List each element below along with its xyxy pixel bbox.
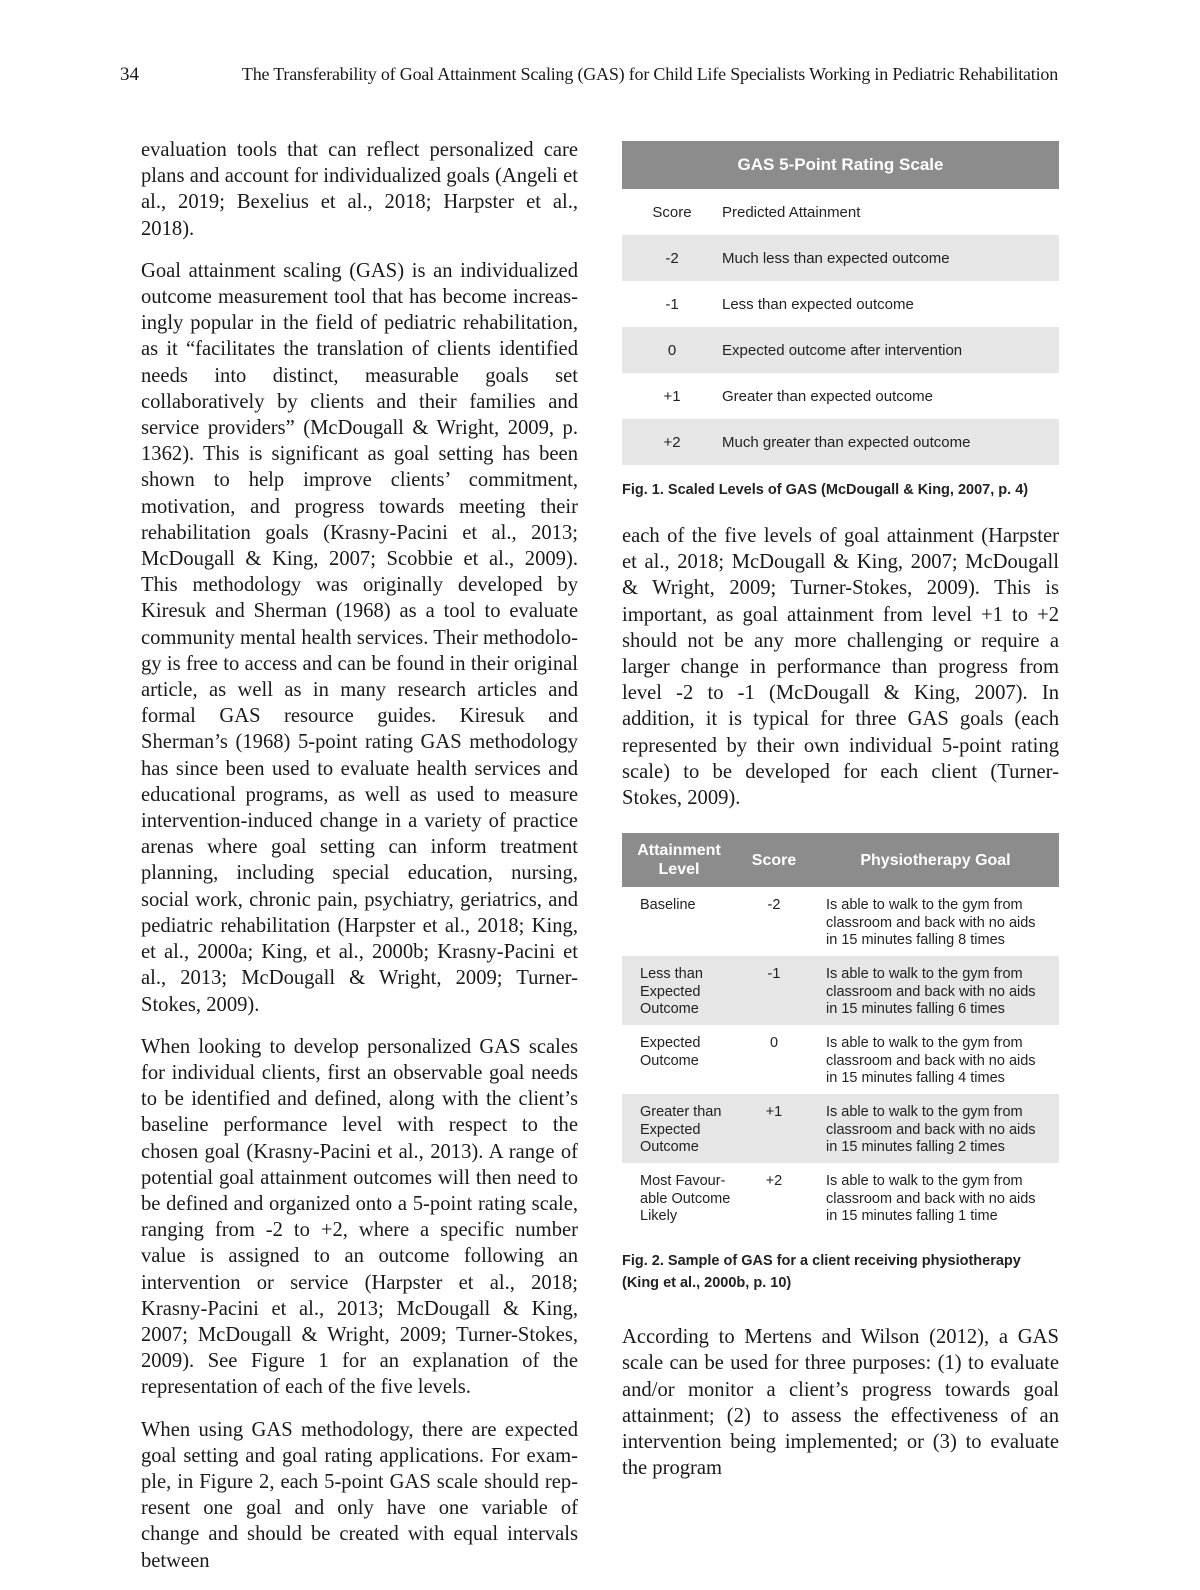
level-cell [622, 1094, 736, 1163]
table-row [622, 1094, 1059, 1163]
goal-line: in 15 minutes falling 6 times [826, 1001, 1005, 1018]
attainment-cell: Much less than expected outcome [722, 235, 1059, 281]
level-line: Expected [640, 1121, 701, 1138]
goal-cell [812, 956, 1059, 1025]
paragraph: each of the five levels of goal attainment (Harpster et al., 2018; McDougall & King, 2007; McDougall & Wright, 2009; Turner-Stokes, 2009). This is important, as goal attainment from level +1 to +2 should not be any more challenging or require a larger change in performance than progress from level -2 to -1 (McDougall & King, 2007). In addition, it is typical for three GAS goals (each represented by their own individual 5-point rating scale) to be developed for each client (Turner-Stokes, 2009). [622, 525, 1059, 810]
page-number: 34 [120, 64, 139, 85]
goal-line: in 15 minutes falling 1 time [826, 1208, 998, 1225]
paragraph: Goal attainment scaling (GAS) is an individualized outcome measurement tool that has become increasingly popular in the field of pediatric rehabilitation, as it “facilitates the translation of clients identified needs into distinct, measurable goals set collaboratively by clients and their families and service providers” (McDougall & Wright, 2009, p. 1362). This is significant as goal setting has been shown to help improve clients’ commitment, motivation, and progress towards meeting their rehabilitation goals (Krasny-Pacini et al., 2013; McDougall & King, 2007; Scobbie et al., 2009). This methodology was originally developed by Kiresuk and Sherman (1968) as a tool to evaluate community mental health services. Their methodology is free to access and can be found in their original article, as well as in many research articles and formal GAS resource guides. Kiresuk and Sherman’s (1968) 5-point rating GAS methodology has since been used to evaluate health services and educational programs, as well as used to measure intervention-induced change in a variety of practice arenas where goal setting can inform treatment planning, including special education, nursing, social work, chronic pain, psychiatry, geriatrics, and pediatric rehabilitation (Harpster et al., 2018; King, et al., 2000a; King, et al., 2000b; Krasny-Pacini et al., 2013; McDougall & Wright, 2009; Turner-Stokes, 2009). [141, 259, 578, 1016]
running-title: The Transferability of Goal Attainment Scaling (GAS) for Child Life Specialists Working in Pediatric Rehabilitation [241, 64, 1058, 84]
level-line: able Outcome [640, 1190, 731, 1207]
table-row [622, 419, 1059, 465]
level-cell [622, 956, 736, 1025]
score-header: Score [736, 833, 812, 887]
score-header: Score [652, 203, 692, 221]
level-line: Likely [640, 1208, 678, 1225]
score-cell: -2 [767, 897, 781, 914]
figure-1-table [622, 141, 1059, 465]
left-column [141, 137, 578, 1590]
goal-cell [812, 1094, 1059, 1163]
level-line: Expected [640, 983, 701, 1000]
attainment-cell: Greater than expected outcome [722, 387, 933, 405]
attainment-cell: Expected outcome after intervention [722, 327, 1059, 373]
figure-2-table [622, 833, 1059, 1232]
table-row [622, 1025, 1059, 1094]
score-cell: -1 [736, 956, 812, 1025]
level-cell [622, 1163, 736, 1232]
paragraph: When using GAS methodology, there are expected goal setting and goal rating applications. For example, in Figure 2, each 5-point GAS scale should represent one goal and only have one variable of change and should be created with equal intervals between [141, 1418, 578, 1572]
score-cell: +2 [765, 1173, 783, 1190]
table-row [622, 281, 1059, 327]
figure-2-caption-line: Fig. 2. Sample of GAS for a client receiving physiotherapy [622, 1253, 1021, 1270]
level-line: Baseline [640, 897, 696, 914]
level-line: Most Favour- [640, 1173, 726, 1190]
goal-line: classroom and back with no aids [826, 914, 1036, 931]
table-row [622, 1163, 1059, 1232]
figure-1-caption: Fig. 1. Scaled Levels of GAS (McDougall & King, 2007, p. 4) [622, 482, 1029, 498]
paragraph: When looking to develop personalized GAS scales for individual clients, first an observable goal needs to be identified and defined, along with the client’s baseline performance level with respect to the chosen goal (Krasny-Pacini et al., 2013). A range of potential goal attainment outcomes will then need to be defined and organized onto a 5-point rating scale, ranging from -2 to +2, where a specific number value is assigned to an outcome following an intervention or service (Harpster et al., 2018; Krasny-Pacini et al., 2013; McDougall & King, 2007; McDougall & Wright, 2009; Turner-Stokes, 2009). See Figure 1 for an explanation of the representation of each of the five levels. [141, 1035, 578, 1399]
goal-line: Is able to walk to the gym from [826, 1104, 1023, 1121]
table-row [622, 956, 1059, 1025]
level-cell [622, 887, 736, 956]
goal-line: Is able to walk to the gym from [826, 1035, 1023, 1052]
score-cell: +1 [663, 387, 681, 405]
goal-cell [812, 1163, 1059, 1232]
goal-line: classroom and back with no aids [826, 1190, 1036, 1207]
level-line: Outcome [640, 1139, 699, 1156]
table-row [622, 887, 1059, 956]
goal-line: in 15 minutes falling 2 times [826, 1139, 1005, 1156]
table-row [622, 373, 1059, 419]
score-cell: 0 [769, 1035, 779, 1052]
goal-header: Physiotherapy Goal [812, 833, 1059, 887]
score-cell: +1 [736, 1094, 812, 1163]
score-cell: -1 [665, 295, 679, 313]
table-row [622, 327, 1059, 373]
attainment-cell: Much greater than expected outcome [722, 419, 1059, 465]
goal-line: classroom and back with no aids [826, 1121, 1036, 1138]
level-header [622, 833, 736, 887]
attainment-cell: Less than expected outcome [722, 295, 914, 313]
level-line: Outcome [640, 1001, 699, 1018]
level-cell [622, 1025, 736, 1094]
right-column [622, 141, 1059, 1497]
goal-line: Is able to walk to the gym from [826, 897, 1023, 914]
figure-2-caption [622, 1250, 1059, 1294]
goal-line: classroom and back with no aids [826, 983, 1036, 1000]
score-cell: -2 [622, 235, 722, 281]
attainment-header: Predicted Attainment [722, 203, 861, 221]
score-cell: 0 [622, 327, 722, 373]
goal-line: classroom and back with no aids [826, 1052, 1036, 1069]
goal-cell [812, 1025, 1059, 1094]
table-row [622, 235, 1059, 281]
goal-cell [812, 887, 1059, 956]
goal-line: Is able to walk to the gym from [826, 966, 1023, 983]
level-line: Less than [640, 966, 703, 983]
level-header-line: Level [658, 861, 700, 879]
score-cell: +2 [622, 419, 722, 465]
level-line: Greater than [640, 1104, 722, 1121]
level-header-line: Attainment [637, 842, 721, 860]
level-line: Outcome [640, 1052, 699, 1069]
goal-line: in 15 minutes falling 8 times [826, 932, 1005, 949]
figure-2-caption-line: (King et al., 2000b, p. 10) [622, 1275, 792, 1292]
goal-line: in 15 minutes falling 4 times [826, 1070, 1005, 1087]
level-line: Expected [640, 1035, 701, 1052]
paragraph: evaluation tools that can reflect personalized care plans and account for individualized goals (Angeli et al., 2019; Bexelius et al., 2018; Harpster et al., 2018). [141, 139, 578, 240]
goal-line: Is able to walk to the gym from [826, 1173, 1023, 1190]
figure-1-title: GAS 5-Point Rating Scale [622, 141, 1059, 189]
paragraph: According to Mertens and Wilson (2012), a GAS scale can be used for three purposes: (1) to evaluate and/or monitor a client’s progress towards goal attainment; (2) to assess the effectiveness of an intervention being implemented; or (3) to evaluate the program [622, 1326, 1059, 1480]
